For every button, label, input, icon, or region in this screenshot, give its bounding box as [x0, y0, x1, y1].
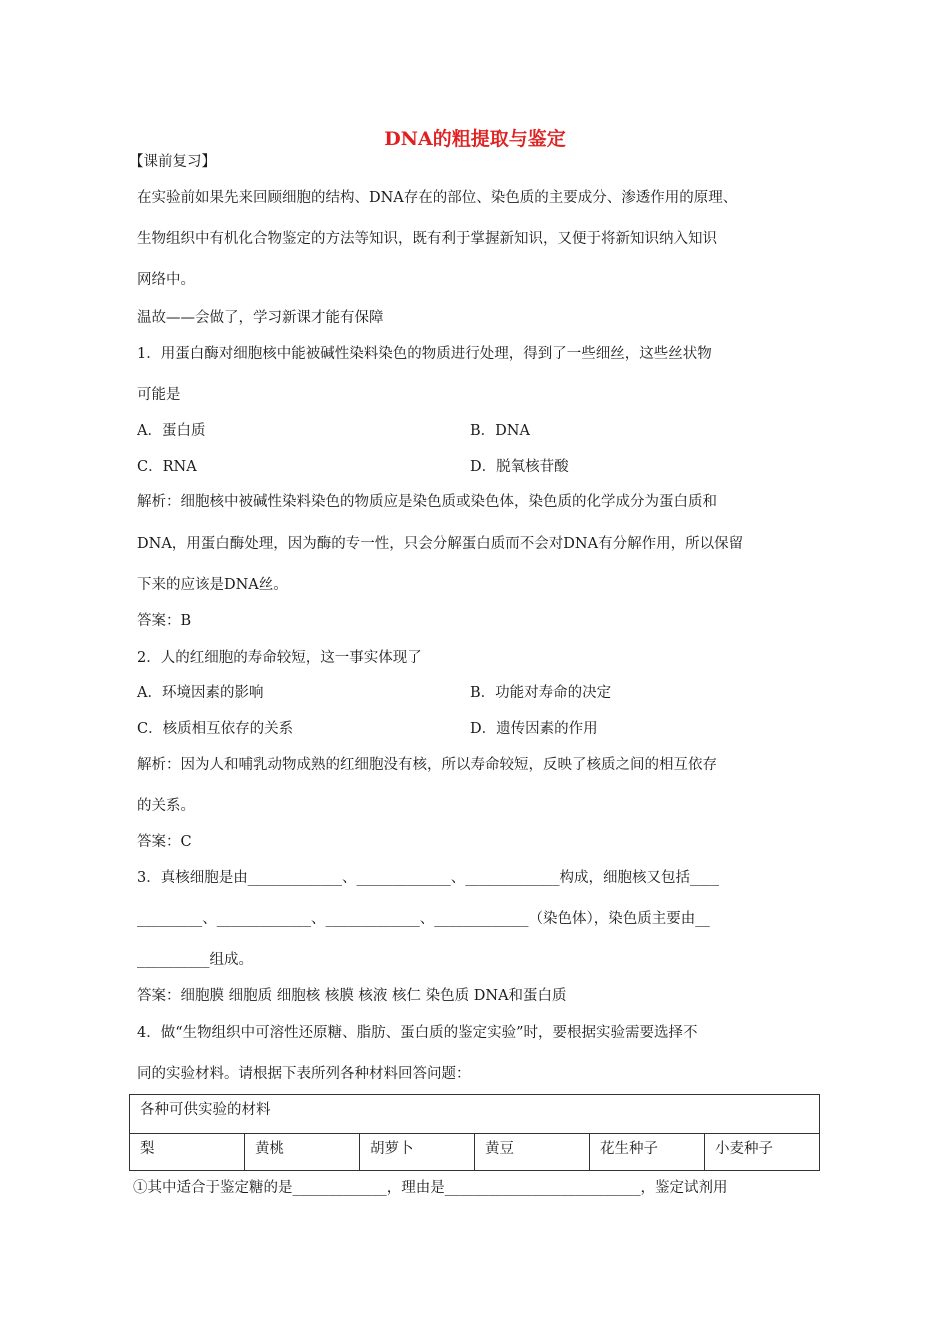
materials-table-header-row — [130, 1095, 820, 1134]
q4-stem-line-1: 4．做“生物组织中可溶性还原糖、脂肪、蛋白质的鉴定实验”时，要根据实验需要选择不 — [137, 1025, 698, 1041]
q3-answer: 答案：细胞膜 细胞质 细胞核 核膜 核液 核仁 染色质 DNA和蛋白质 — [137, 988, 567, 1004]
q1-stem-line-2: 可能是 — [137, 387, 181, 403]
q3-line-3: __________组成。 — [137, 952, 253, 968]
q2-analysis-line-1: 解析：因为人和哺乳动物成熟的红细胞没有核，所以寿命较短，反映了核质之间的相互依存 — [137, 757, 717, 773]
q1-option-c: C．RNA — [137, 459, 197, 475]
material-cell: 小麦种子 — [705, 1134, 820, 1171]
intro-line-3: 网络中。 — [137, 272, 195, 288]
q2-option-d: D．遗传因素的作用 — [470, 721, 598, 737]
q3-line-2: _________、_____________、_____________、_____________（染色体），染色质主要由__ — [137, 911, 710, 927]
q1-option-a: A．蛋白质 — [137, 423, 206, 439]
intro-line-1: 在实验前如果先来回顾细胞的结构、DNA存在的部位、染色质的主要成分、渗透作用的原理、 — [137, 190, 738, 206]
review-heading: 【课前复习】 — [129, 154, 216, 170]
q1-answer: 答案：B — [137, 613, 192, 629]
q1-analysis-line-3: 下来的应该是DNA丝。 — [137, 577, 288, 593]
page-title: DNA的粗提取与鉴定 — [384, 128, 566, 150]
q1-stem-line-1: 1．用蛋白酶对细胞核中能被碱性染料染色的物质进行处理，得到了一些细丝，这些丝状物 — [137, 346, 712, 362]
q3-line-1: 3．真核细胞是由_____________、_____________、_____________构成，细胞核又包括____ — [137, 870, 719, 886]
material-cell: 黄豆 — [475, 1134, 590, 1171]
material-cell: 黄桃 — [245, 1134, 360, 1171]
q2-option-b: B．功能对寿命的决定 — [470, 685, 612, 701]
q2-answer: 答案：C — [137, 834, 192, 850]
q2-option-c: C．核质相互依存的关系 — [137, 721, 294, 737]
materials-table-header: 各种可供实验的材料 — [130, 1095, 820, 1134]
q1-analysis-line-2: DNA，用蛋白酶处理，因为酶的专一性，只会分解蛋白质而不会对DNA有分解作用，所以保留 — [137, 536, 744, 552]
q1-analysis-line-1: 解析：细胞核中被碱性染料染色的物质应是染色质或染色体，染色质的化学成分为蛋白质和 — [137, 494, 717, 510]
q1-option-b: B．DNA — [470, 423, 530, 439]
q1-option-d: D．脱氧核苷酸 — [470, 459, 569, 475]
q2-analysis-line-2: 的关系。 — [137, 798, 195, 814]
materials-row — [130, 1134, 820, 1171]
q2-stem: 2．人的红细胞的寿命较短，这一事实体现了 — [137, 650, 422, 666]
materials-table — [129, 1094, 820, 1171]
q4-sub-question-1: ①其中适合于鉴定糖的是_____________，理由是___________________________，鉴定试剂用 — [133, 1180, 728, 1196]
material-cell: 花生种子 — [590, 1134, 705, 1171]
motto: 温故——会做了，学习新课才能有保障 — [137, 310, 384, 326]
intro-line-2: 生物组织中有机化合物鉴定的方法等知识，既有利于掌握新知识，又便于将新知识纳入知识 — [137, 231, 717, 247]
q2-option-a: A．环境因素的影响 — [137, 685, 264, 701]
material-cell: 胡萝卜 — [360, 1134, 475, 1171]
material-cell: 梨 — [130, 1134, 245, 1171]
q4-stem-line-2: 同的实验材料。请根据下表所列各种材料回答问题： — [137, 1066, 471, 1082]
